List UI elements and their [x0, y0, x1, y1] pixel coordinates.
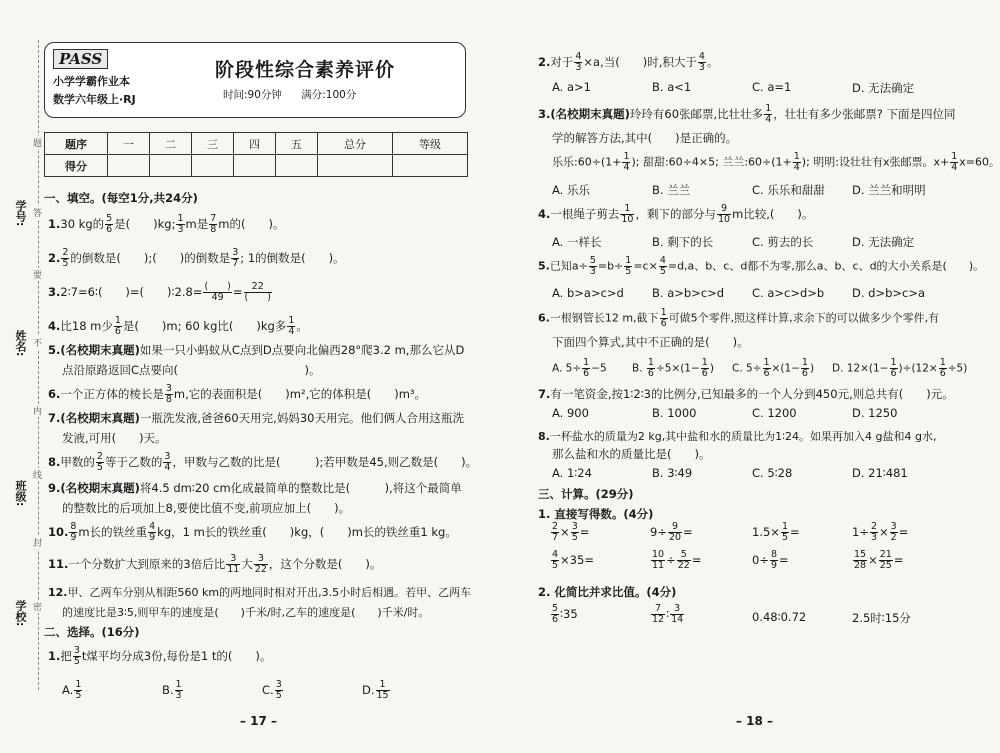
question-8 — [48, 452, 477, 473]
question-6 — [48, 384, 426, 405]
fraction: $\frac{4}{3}$ — [575, 51, 582, 73]
q-text: m,它的表面积是( )m²,它的体积是( )m³。 — [173, 387, 427, 401]
choice-7-option-b[interactable]: B. 1000 — [652, 406, 697, 420]
table-cell: 题序 — [45, 133, 108, 155]
exam-tag: (名校期末真题) — [550, 107, 630, 121]
q-text: =d,a、b、c、d都不为零,那么a、b、c、d的大小关系是( )。 — [667, 259, 985, 273]
fraction: $\frac{1}{3}$ — [177, 213, 184, 235]
choice-5-option-d[interactable]: D. d>b>c>a — [852, 286, 926, 300]
choice-2 — [538, 52, 718, 73]
choice-8-option-b[interactable]: B. 3∶49 — [652, 466, 693, 480]
section-1-heading: 一、填空。(每空1分,共24分) — [44, 191, 198, 205]
choice-6 — [538, 308, 939, 329]
choice-3-option-d[interactable]: D. 兰兰和明明 — [852, 183, 926, 197]
student-id-label: 学号: — [14, 200, 27, 227]
q-number: 8. — [48, 455, 61, 469]
fraction: $\frac{3}{5}$ — [73, 645, 80, 667]
q-text: m是 — [185, 217, 209, 231]
table-cell: 三 — [192, 133, 234, 155]
name-label: 姓名: — [14, 330, 27, 357]
q-text: 有一笔资金,按1∶2∶3的比例分,已知最多的一个人分到450元,则总共有( )元。 — [550, 387, 954, 401]
calc-item: $\frac{10}{11}$ ÷ $\frac{5}{22}$ = — [652, 549, 702, 571]
choice-8-cont: 那么盐和水的质量比是( )。 — [552, 447, 711, 461]
q-text: 已知a÷ — [549, 259, 588, 273]
q-text: 可做5个零件,照这样计算,求余下的可以做多少个零件,有 — [668, 311, 940, 325]
table-cell: 总分 — [318, 133, 393, 155]
ratio-item: 0.48∶0.72 — [752, 610, 807, 624]
q-text: = — [232, 285, 243, 299]
q-text: 一个正方体的棱长是 — [60, 387, 164, 401]
fraction: $\frac{4}{3}$ — [698, 51, 705, 73]
calc-item: $\frac{4}{5}$ ×35= — [552, 549, 594, 571]
q-number: 7. — [538, 387, 551, 401]
score-cell[interactable] — [393, 155, 468, 177]
q-text: m的( )。 — [218, 217, 285, 231]
q-text: 的倒数是( );( )的倒数是 — [70, 251, 231, 265]
choice-5-option-c[interactable]: C. a>c>d>b — [752, 286, 825, 300]
fraction: $\frac{1}{4}$ — [288, 315, 295, 337]
q-text: 2∶7=6∶( )=( )∶2.8= — [60, 285, 203, 299]
q-text: m比较,( )。 — [732, 207, 814, 221]
fraction: $\frac{1}{10}$ — [621, 203, 634, 225]
choice-2-option-b[interactable]: B. a<1 — [652, 80, 692, 94]
q-text: ，壮壮有多少张邮票? 下面是四位同 — [773, 107, 956, 121]
fraction: $\frac{3}{4}$ — [164, 451, 171, 473]
choice-8-option-c[interactable]: C. 5∶28 — [752, 466, 793, 480]
choice-1-option-a[interactable]: A. $\frac{1}{5}$ — [62, 679, 82, 701]
q-text: 如果一只小蚂蚁从C点到D点要向北偏西28°爬3.2 m,那么它从D — [139, 343, 465, 357]
section-3-heading: 三、计算。(29分) — [538, 487, 634, 501]
q-text: kg，1 m长的铁丝重( )kg，( )m长的铁丝重1 kg。 — [157, 525, 457, 539]
question-12 — [48, 584, 471, 600]
fraction: $\frac{1}{6}$ — [660, 307, 667, 329]
question-9-cont: 的整数比的后项加上8,要使比值不变,前项应加上( )。 — [62, 501, 351, 515]
q-text: 比18 m少 — [60, 319, 113, 333]
fraction: $\frac{2}{5}$ — [96, 451, 103, 473]
choice-4-option-c[interactable]: C. 剪去的长 — [752, 235, 814, 249]
fraction: $\frac{3}{7}$ — [232, 247, 239, 269]
choice-2-option-a[interactable]: A. a>1 — [552, 80, 591, 94]
choice-5-option-b[interactable]: B. a>b>c>d — [652, 286, 725, 300]
score-cell[interactable] — [192, 155, 234, 177]
score-table-score-row — [45, 155, 468, 177]
exam-tag: (名校期末真题) — [60, 481, 140, 495]
choice-8 — [538, 428, 937, 444]
q-text: t煤平均分成3份,每份是1 t的( )。 — [81, 649, 272, 663]
seal-char: 内 — [33, 404, 42, 417]
calc-item: 0÷ $\frac{8}{9}$ = — [752, 549, 789, 571]
question-2 — [48, 248, 345, 269]
q-text: 甲数的 — [60, 455, 95, 469]
choice-3-option-b[interactable]: B. 兰兰 — [652, 183, 691, 197]
question-7-cont: 发液,可用( )天。 — [62, 431, 167, 445]
question-10 — [48, 522, 457, 543]
calc-item: $\frac{2}{7}$ × $\frac{3}{5}$ = — [552, 521, 590, 543]
q-number: 4. — [48, 319, 61, 333]
score-cell[interactable] — [276, 155, 318, 177]
q-text: 。 — [706, 55, 719, 69]
q-text: ，剩下的部分与 — [635, 207, 716, 221]
table-cell: 得分 — [45, 155, 108, 177]
table-cell: 一 — [108, 133, 150, 155]
q-text: 将4.5 dm∶20 cm化成最简单的整数比是( ),将这个最简单 — [139, 481, 462, 495]
q-text: 是( )kg; — [114, 217, 176, 231]
left-page — [0, 0, 490, 753]
ratio-item: $\frac{7}{12}$ ∶ $\frac{3}{14}$ — [652, 603, 684, 625]
score-cell[interactable] — [150, 155, 192, 177]
table-cell: 四 — [234, 133, 276, 155]
choice-4-option-b[interactable]: B. 剩下的长 — [652, 235, 714, 249]
q-number: 9. — [48, 481, 61, 495]
choice-1-option-c[interactable]: C. $\frac{3}{5}$ — [262, 679, 282, 701]
q-text: m长的铁丝重 — [78, 525, 148, 539]
q-number: 10. — [48, 525, 69, 539]
exam-header — [44, 42, 466, 118]
fraction: $\frac{1}{5}$ — [625, 255, 632, 277]
ratio-item: 2.5时∶15分 — [852, 611, 911, 625]
choice-3-option-a[interactable]: A. 乐乐 — [552, 183, 590, 197]
seal-char: 封 — [33, 536, 42, 549]
q-number: 7. — [48, 411, 61, 425]
q-text: 甲、乙两车分别从相距560 km的两地同时相对开出,3.5小时后相遇。若甲、乙两车 — [67, 586, 472, 599]
calc-item: 1÷ $\frac{2}{3}$ × $\frac{3}{2}$ = — [852, 521, 909, 543]
choice-5 — [538, 256, 984, 277]
q-text: ，甲数与乙数的比是( );若甲数是45,则乙数是( )。 — [172, 455, 478, 469]
q-text: 。 — [296, 319, 308, 333]
choice-6-option-a[interactable]: A. 5÷ $\frac{1}{6}$ −5 — [552, 357, 607, 379]
full-score: 满分:100分 — [301, 89, 357, 101]
q-text: 玲玲有60张邮票,比壮壮多 — [629, 107, 764, 121]
q-number: 6. — [538, 311, 550, 325]
q-text: 是( )m; 60 kg比( )kg多 — [122, 319, 287, 333]
page-number: – 18 – — [736, 714, 774, 728]
question-1 — [48, 214, 284, 235]
subsection-3-1-heading: 1. 直接写得数。(4分) — [538, 507, 654, 521]
series-name: 小学学霸作业本 — [53, 75, 130, 88]
seal-char: 密 — [33, 600, 42, 613]
exam-tag: (名校期末真题) — [60, 343, 140, 357]
fraction: $\frac{22}{( )}$ — [244, 281, 271, 303]
q-number: 6. — [48, 387, 61, 401]
calc-item: 9÷ $\frac{9}{20}$ = — [650, 521, 693, 543]
choice-1-option-b[interactable]: B. $\frac{1}{3}$ — [162, 679, 182, 701]
calc-item: $\frac{15}{28}$ × $\frac{21}{25}$ = — [854, 549, 904, 571]
fraction: $\frac{1}{6}$ — [114, 315, 121, 337]
choice-8-option-a[interactable]: A. 1∶24 — [552, 466, 592, 480]
q-number: 5. — [538, 259, 550, 273]
choice-6-option-b[interactable]: B. $\frac{1}{6}$ ÷5×(1− $\frac{1}{6}$ ) — [632, 357, 714, 379]
fraction: $\frac{8}{9}$ — [70, 521, 77, 543]
choice-2-option-d[interactable]: D. 无法确定 — [852, 81, 915, 95]
q-text: 一瓶洗发液,爸爸60天用完,妈妈30天用完。他们俩人合用这瓶洗 — [139, 411, 464, 425]
score-cell[interactable] — [234, 155, 276, 177]
seal-char: 线 — [33, 468, 42, 481]
table-cell: 二 — [150, 133, 192, 155]
fraction: $\frac{( )}{49}$ — [204, 281, 231, 303]
question-5 — [48, 342, 464, 358]
subsection-3-2-heading: 2. 化简比并求比值。(4分) — [538, 585, 677, 599]
fraction: $\frac{3}{11}$ — [227, 553, 240, 575]
q-number: 12. — [48, 586, 68, 599]
time-limit: 时间:90分钟 — [223, 89, 282, 101]
q-text: 一根钢管长12 m,截下 — [549, 311, 659, 325]
choice-7-option-d[interactable]: D. 1250 — [852, 406, 898, 420]
question-4 — [48, 316, 308, 337]
choice-4-option-d[interactable]: D. 无法确定 — [852, 235, 915, 249]
ratio-item: $\frac{5}{6}$ ∶35 — [552, 603, 578, 625]
fraction: $\frac{5}{3}$ — [589, 255, 596, 277]
table-cell: 等级 — [393, 133, 468, 155]
school-label: 学校: — [14, 600, 27, 627]
question-7 — [48, 410, 464, 426]
seal-char: 要 — [33, 268, 42, 281]
q-number: 3. — [48, 285, 61, 299]
question-11 — [48, 554, 381, 575]
question-12-cont: 的速度比是3∶5,则甲车的速度是( )千米/时,乙车的速度是( )千米/时。 — [62, 606, 430, 619]
choice-3 — [538, 104, 956, 125]
score-cell[interactable] — [318, 155, 393, 177]
q-number: 1. — [48, 217, 61, 231]
calc-item: 1.5× $\frac{1}{5}$ = — [752, 521, 800, 543]
q-number: 3. — [538, 107, 551, 121]
seal-char: 答 — [33, 206, 42, 219]
page-number: – 17 – — [240, 714, 278, 728]
q-text: ; 1的倒数是( )。 — [240, 251, 345, 265]
q-text: ×a,当( )时,积大于 — [583, 55, 697, 69]
exam-tag: (名校期末真题) — [60, 411, 140, 425]
q-text: 一个分数扩大到原来的3倍后比 — [68, 557, 226, 571]
choice-1-option-d[interactable]: D. $\frac{1}{15}$ — [362, 679, 389, 701]
choice-7-option-a[interactable]: A. 900 — [552, 406, 589, 420]
q-text: 对于 — [550, 55, 574, 69]
q-number: 5. — [48, 343, 61, 357]
fraction: $\frac{3}{22}$ — [254, 553, 267, 575]
q-number: 8. — [538, 430, 550, 443]
choice-4-option-a[interactable]: A. 一样长 — [552, 235, 602, 249]
score-table — [44, 132, 468, 177]
score-table-header-row — [45, 133, 468, 155]
q-number: 11. — [48, 557, 69, 571]
right-page — [500, 0, 1000, 753]
q-text: =b÷ — [597, 259, 624, 273]
choice-7 — [538, 386, 954, 402]
fraction: $\frac{4}{5}$ — [659, 255, 666, 277]
seal-char: 题 — [33, 136, 42, 149]
q-text: 一根绳子剪去 — [550, 207, 620, 221]
fraction: $\frac{9}{10}$ — [717, 203, 731, 225]
exam-meta — [223, 87, 372, 102]
q-text: =c× — [633, 259, 658, 273]
choice-8-option-d[interactable]: D. 21∶481 — [852, 466, 908, 480]
q-number: 2. — [48, 251, 61, 265]
fraction: $\frac{2}{5}$ — [62, 247, 69, 269]
choice-6-option-d[interactable]: D. 12×(1− $\frac{1}{6}$ )÷(12× $\frac{1}{6}$ ÷5) — [832, 357, 968, 379]
q-text: 大 — [241, 557, 253, 571]
fraction: $\frac{1}{4}$ — [765, 103, 772, 125]
choice-2-option-c[interactable]: C. a=1 — [752, 80, 792, 94]
choice-3-methods: 乐乐:60÷(1+ $\frac{1}{4}$ ); 甜甜:60÷4×5; 兰兰:60÷(1+ $\frac{1}{4}$ ); 明明:设壮壮有x张邮票。x+ $\frac{1}{4}$ x=60。 — [552, 151, 1000, 173]
exam-title: 阶段性综合素养评价 — [215, 59, 396, 81]
fraction: $\frac{7}{8}$ — [210, 213, 217, 235]
fraction: $\frac{4}{9}$ — [149, 521, 156, 543]
fraction: $\frac{3}{8}$ — [165, 383, 172, 405]
seal-char: 不 — [33, 336, 42, 349]
q-text: 一杯盐水的质量为2 kg,其中盐和水的质量比为1∶24。如果再加入4 g盐和4 g水, — [549, 430, 937, 443]
question-3 — [48, 282, 273, 303]
q-text: 把 — [60, 649, 72, 663]
q-number: 2. — [538, 55, 551, 69]
choice-6-cont: 下面四个算式,其中不正确的是( )。 — [552, 335, 749, 349]
q-number: 1. — [48, 649, 61, 663]
question-9 — [48, 480, 462, 496]
choice-3-cont: 学的解答方法,其中( )是正确的。 — [552, 131, 738, 145]
choice-4 — [538, 204, 813, 225]
pass-logo: PASS — [53, 49, 108, 69]
q-text: ，这个分数是( )。 — [268, 557, 382, 571]
choice-6-option-c[interactable]: C. 5÷ $\frac{1}{6}$ ×(1− $\frac{1}{6}$ ) — [732, 357, 815, 379]
choice-7-option-c[interactable]: C. 1200 — [752, 406, 797, 420]
section-2-heading: 二、选择。(16分) — [44, 625, 140, 639]
score-cell[interactable] — [108, 155, 150, 177]
grade-label: 数学六年级上·RJ — [53, 93, 136, 106]
q-text: 等于乙数的 — [104, 455, 163, 469]
choice-3-option-c[interactable]: C. 乐乐和甜甜 — [752, 183, 825, 197]
question-5-cont: 点沿原路返回C点要向( )。 — [62, 363, 321, 377]
choice-5-option-a[interactable]: A. b>a>c>d — [552, 286, 624, 300]
table-cell: 五 — [276, 133, 318, 155]
q-number: 4. — [538, 207, 551, 221]
choice-1 — [48, 646, 271, 667]
fraction: $\frac{5}{6}$ — [106, 213, 113, 235]
class-label: 班级: — [14, 480, 27, 507]
q-text: 30 kg的 — [60, 217, 105, 231]
